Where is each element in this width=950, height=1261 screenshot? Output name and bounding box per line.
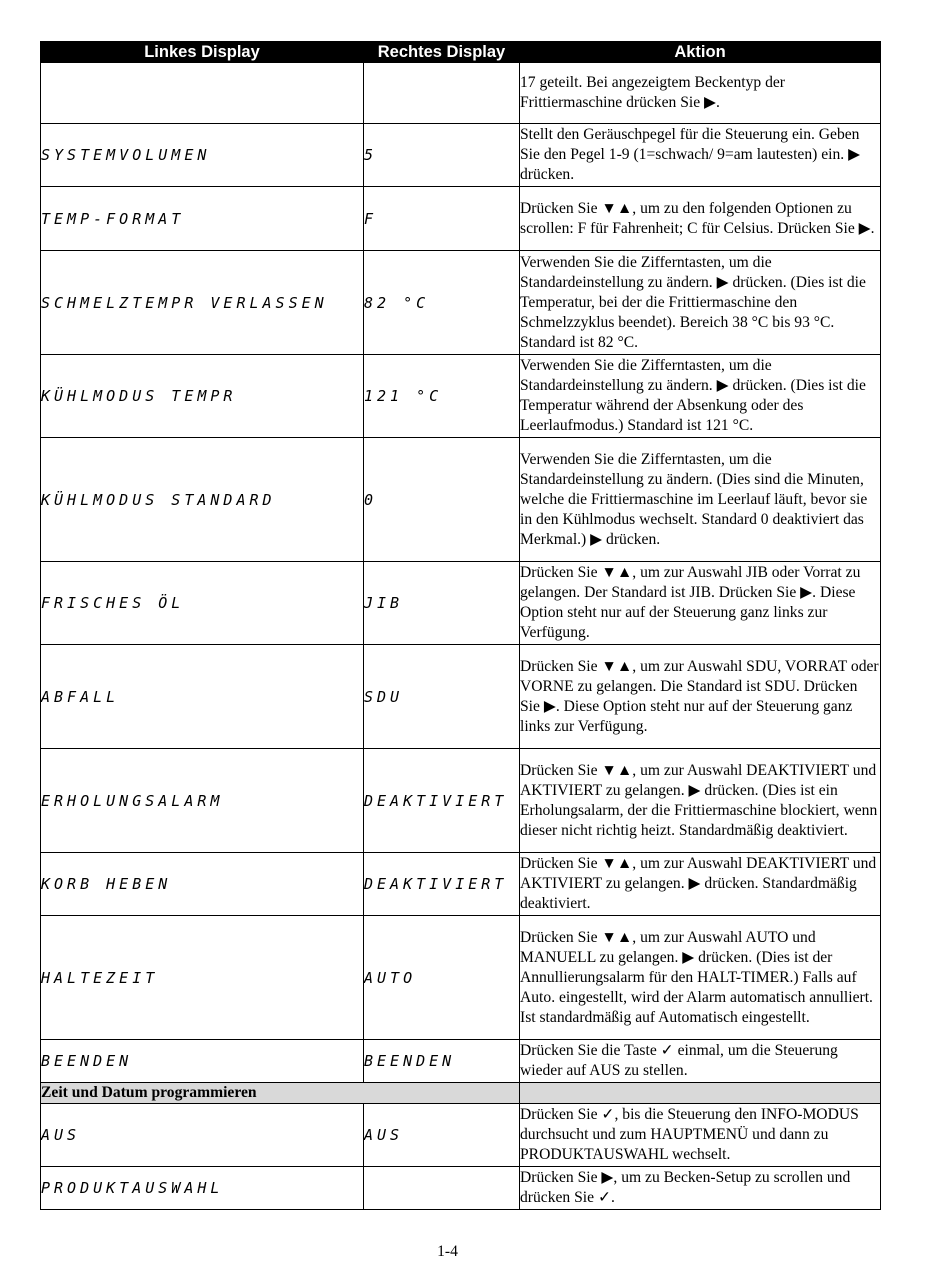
right-display-cell: 0: [364, 438, 520, 562]
table-row: [41, 251, 881, 355]
right-display-cell: JIB: [364, 562, 520, 645]
table-row: [41, 853, 881, 916]
section-empty-cell: [520, 1083, 881, 1104]
action-cell: Drücken Sie ✓, bis die Steuerung den INFO-MODUS durchsucht und zum HAUPTMENÜ und dann zu PRODUKTAUSWAHL wechselt.: [520, 1104, 881, 1167]
left-display-cell: ERHOLUNGSALARM: [41, 749, 364, 853]
action-cell: Drücken Sie ▼▲, um zur Auswahl DEAKTIVIERT und AKTIVIERT zu gelangen. ▶ drücken. Standardmäßig deaktiviert.: [520, 853, 881, 916]
page-number: 1-4: [437, 1243, 458, 1260]
left-display-cell: SCHMELZTEMPR VERLASSEN: [41, 251, 364, 355]
header-action: Aktion: [520, 42, 881, 63]
table-row: [41, 562, 881, 645]
table-row: [41, 1104, 881, 1167]
header-right-display: Rechtes Display: [364, 42, 520, 63]
action-cell: Drücken Sie ▼▲, um zur Auswahl DEAKTIVIERT und AKTIVIERT zu gelangen. ▶ drücken. (Dies ist ein Erholungsalarm, der die Frittiermaschine blockiert, wenn dieser nicht richtig heizt. Standardmäßig deaktiviert.: [520, 749, 881, 853]
right-display-cell: AUS: [364, 1104, 520, 1167]
action-cell: Verwenden Sie die Zifferntasten, um die Standardeinstellung zu ändern. ▶ drücken. (Dies ist die Temperatur, bei der die Frittiermaschine den Schmelzzyklus beendet). Bereich 38 °C bis 93 °C. Standard ist 82 °C.: [520, 251, 881, 355]
table-row: [41, 749, 881, 853]
action-cell: Drücken Sie ▶, um zu Becken-Setup zu scrollen und drücken Sie ✓.: [520, 1167, 881, 1210]
table-row: [41, 916, 881, 1040]
right-display-cell: SDU: [364, 645, 520, 749]
table-row: [41, 63, 881, 124]
left-display-cell: HALTEZEIT: [41, 916, 364, 1040]
table-row: [41, 1040, 881, 1083]
table-row: [41, 1167, 881, 1210]
table-row: [41, 438, 881, 562]
left-display-cell: PRODUKTAUSWAHL: [41, 1167, 364, 1210]
right-display-cell: [364, 1167, 520, 1210]
left-display-cell: [41, 63, 364, 124]
table-row: [41, 645, 881, 749]
table-header-row: [41, 42, 881, 63]
right-display-cell: BEENDEN: [364, 1040, 520, 1083]
header-left-display: Linkes Display: [41, 42, 364, 63]
left-display-cell: ABFALL: [41, 645, 364, 749]
right-display-cell: 121 °C: [364, 355, 520, 438]
right-display-cell: DEAKTIVIERT: [364, 749, 520, 853]
right-display-cell: AUTO: [364, 916, 520, 1040]
left-display-cell: KORB HEBEN: [41, 853, 364, 916]
left-display-cell: KÜHLMODUS STANDARD: [41, 438, 364, 562]
left-display-cell: KÜHLMODUS TEMPR: [41, 355, 364, 438]
right-display-cell: DEAKTIVIERT: [364, 853, 520, 916]
section-row: [41, 1083, 881, 1104]
table-row: [41, 187, 881, 251]
settings-table: [40, 41, 881, 1210]
section-title: Zeit und Datum programmieren: [41, 1083, 520, 1104]
left-display-cell: AUS: [41, 1104, 364, 1167]
action-cell: Verwenden Sie die Zifferntasten, um die Standardeinstellung zu ändern. ▶ drücken. (Dies ist die Temperatur während der Absenkung oder des Leerlaufmodus.) Standard ist 121 °C.: [520, 355, 881, 438]
right-display-cell: 82 °C: [364, 251, 520, 355]
right-display-cell: 5: [364, 124, 520, 187]
table-row: [41, 355, 881, 438]
action-cell: Drücken Sie ▼▲, um zu den folgenden Optionen zu scrollen: F für Fahrenheit; C für Celsius. Drücken Sie ▶.: [520, 187, 881, 251]
action-cell: Drücken Sie die Taste ✓ einmal, um die Steuerung wieder auf AUS zu stellen.: [520, 1040, 881, 1083]
action-cell: Drücken Sie ▼▲, um zur Auswahl JIB oder Vorrat zu gelangen. Der Standard ist JIB. Drücken Sie ▶. Diese Option steht nur auf der Steuerung ganz links zur Verfügung.: [520, 562, 881, 645]
action-cell: 17 geteilt. Bei angezeigtem Beckentyp der Frittiermaschine drücken Sie ▶.: [520, 63, 881, 124]
left-display-cell: SYSTEMVOLUMEN: [41, 124, 364, 187]
action-cell: Verwenden Sie die Zifferntasten, um die Standardeinstellung zu ändern. (Dies sind die Minuten, welche die Frittiermaschine im Leerlauf läuft, bevor sie in den Kühlmodus wechselt. Standard 0 deaktiviert das Merkmal.) ▶ drücken.: [520, 438, 881, 562]
left-display-cell: TEMP-FORMAT: [41, 187, 364, 251]
action-cell: Drücken Sie ▼▲, um zur Auswahl AUTO und MANUELL zu gelangen. ▶ drücken. (Dies ist der Annullierungsalarm für den HALT-TIMER.) Falls auf Auto. eingestellt, wird der Alarm automatisch annulliert. Ist standardmäßig auf Automatisch eingestellt.: [520, 916, 881, 1040]
right-display-cell: F: [364, 187, 520, 251]
left-display-cell: FRISCHES ÖL: [41, 562, 364, 645]
left-display-cell: BEENDEN: [41, 1040, 364, 1083]
action-cell: Stellt den Geräuschpegel für die Steuerung ein. Geben Sie den Pegel 1-9 (1=schwach/ 9=am lautesten) ein. ▶ drücken.: [520, 124, 881, 187]
right-display-cell: [364, 63, 520, 124]
table-row: [41, 124, 881, 187]
action-cell: Drücken Sie ▼▲, um zur Auswahl SDU, VORRAT oder VORNE zu gelangen. Die Standard ist SDU. Drücken Sie ▶. Diese Option steht nur auf der Steuerung ganz links zur Verfügung.: [520, 645, 881, 749]
